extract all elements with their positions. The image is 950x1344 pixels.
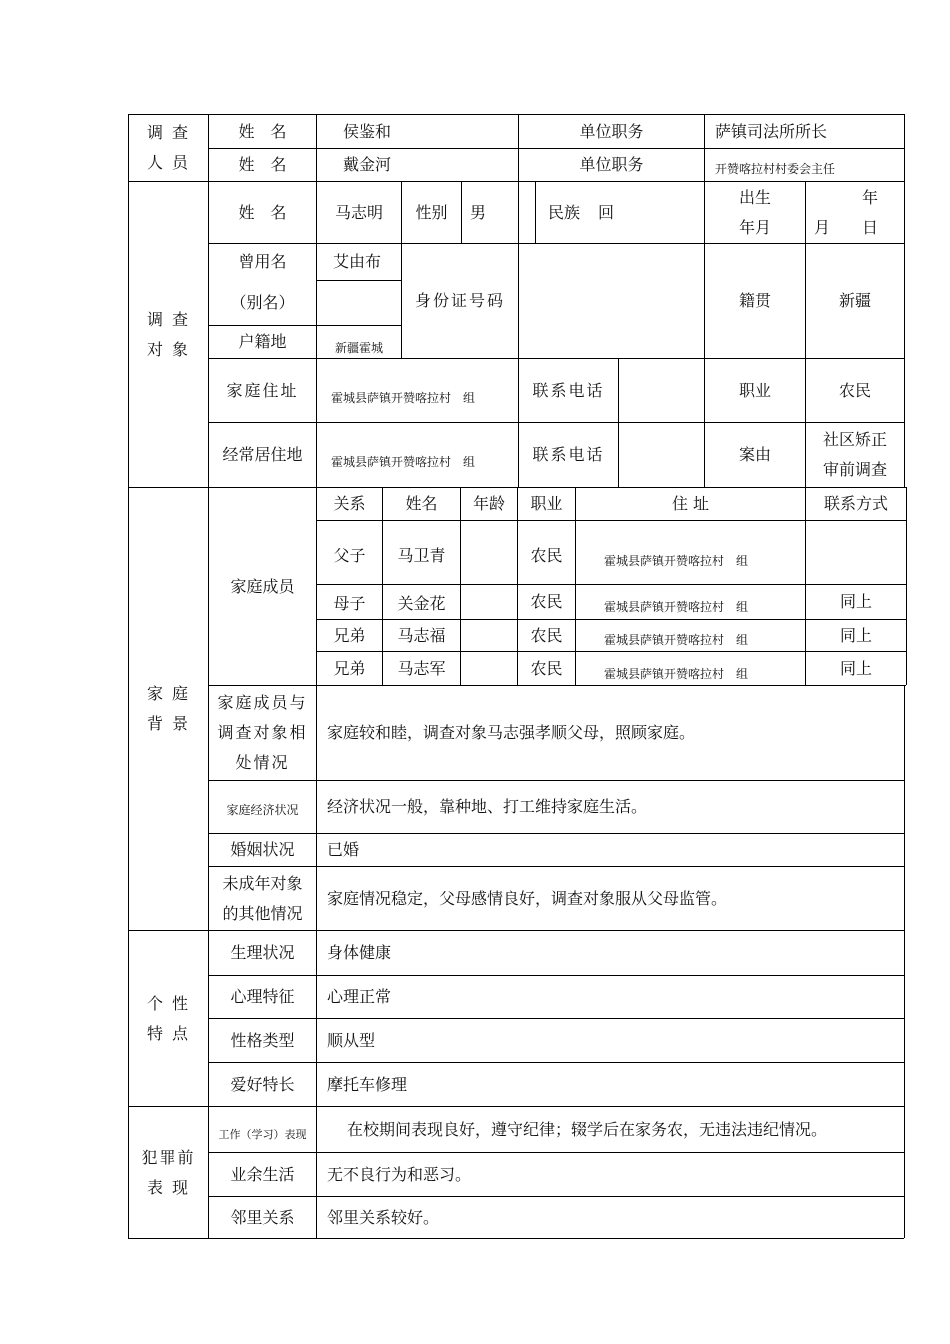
pre-crime-section-label: 犯罪前 表 现 [141, 1147, 196, 1197]
family-relation-text: 家庭较和睦，调查对象马志强孝顺父母，照顾家庭。 [327, 723, 696, 742]
marriage-text: 已婚 [327, 840, 360, 859]
former-name-label: 曾用名 [238, 252, 287, 271]
table-border [128, 1238, 904, 1239]
phone-label: 联系电话 [532, 380, 605, 400]
leisure-label: 业余生活 [230, 1164, 295, 1184]
investigator-1-name-label: 姓 名 [238, 121, 287, 141]
member-age [461, 585, 517, 619]
gender-label: 性别 [415, 202, 448, 222]
case-value: 社区矫正 审前调查 [822, 430, 887, 479]
column-header-address: 住 址 [671, 494, 710, 513]
minor-text: 家庭情况稳定，父母感情良好，调查对象服从父母监管。 [327, 888, 728, 908]
member-relation: 兄弟 [333, 658, 366, 678]
subject-name-label: 姓 名 [238, 202, 287, 222]
work-performance-text: 在校期间表现良好，遵守纪律；辍学后在家务农，无违法违纪情况。 [331, 1119, 828, 1139]
birth-label: 出生 年月 [738, 187, 771, 237]
marriage-label: 婚姻状况 [230, 840, 295, 859]
investigator-2-position-label: 单位职务 [579, 155, 644, 174]
family-economy-label: 家庭经济状况 [226, 802, 299, 817]
neighbor-label: 邻里关系 [230, 1207, 295, 1227]
member-relation: 母子 [333, 594, 366, 613]
former-name-value: 艾由布 [333, 252, 382, 271]
member-contact: 同上 [839, 592, 872, 611]
leisure-text: 无不良行为和恶习。 [327, 1164, 472, 1184]
personality-section-label: 个 性 特 点 [146, 993, 191, 1043]
member-name: 马卫青 [397, 546, 446, 565]
mental-value: 心理正常 [327, 987, 392, 1006]
member-age [461, 652, 517, 685]
investigator-1-name: 侯鉴和 [343, 121, 392, 141]
column-header-relation: 关系 [333, 494, 366, 513]
investigator-2-name: 戴金河 [343, 155, 392, 174]
id-number-label: 身份证号码 [414, 291, 505, 310]
member-contact [806, 521, 906, 584]
family-economy-text: 经济状况一般，靠种地、打工维持家庭生活。 [327, 797, 648, 816]
neighbor-text: 邻里关系较好。 [327, 1207, 440, 1227]
character-label: 性格类型 [230, 1030, 295, 1050]
native-place-label: 籍贯 [738, 291, 771, 310]
member-name: 马志福 [397, 625, 446, 645]
character-value: 顺从型 [327, 1030, 376, 1050]
member-occupation: 农民 [530, 625, 563, 645]
subject-name: 马志明 [334, 202, 383, 222]
registered-value: 新疆霍城 [334, 341, 383, 355]
alias-label: （别名） [230, 293, 295, 312]
member-age [461, 521, 517, 584]
member-relation: 父子 [333, 546, 366, 565]
hobby-label: 爱好特长 [230, 1074, 295, 1094]
hobby-value: 摩托车修理 [327, 1074, 408, 1094]
investigator-1-position-label: 单位职务 [579, 121, 644, 141]
grid-line [316, 280, 401, 281]
residence-value: 霍城县萨镇开赞喀拉村 组 [331, 455, 476, 469]
member-name: 马志军 [397, 658, 446, 678]
physical-label: 生理状况 [230, 943, 295, 962]
member-address: 霍城县萨镇开赞喀拉村 组 [604, 666, 749, 681]
member-occupation: 农民 [530, 592, 563, 611]
case-label: 案由 [738, 445, 771, 464]
member-occupation: 农民 [530, 546, 563, 565]
investigators-section-label: 调 查 人 员 [146, 123, 191, 172]
native-place-value: 新疆 [838, 291, 871, 310]
member-contact: 同上 [839, 625, 872, 645]
member-contact: 同上 [839, 658, 872, 678]
investigator-1-position: 萨镇司法所所长 [715, 121, 828, 141]
member-occupation: 农民 [530, 658, 563, 678]
table-border [904, 685, 905, 1238]
member-name: 关金花 [397, 594, 446, 613]
member-address: 霍城县萨镇开赞喀拉村 组 [604, 600, 749, 614]
grid-line [618, 358, 619, 487]
column-header-age: 年龄 [472, 494, 505, 513]
table-border [904, 114, 905, 487]
column-header-name: 姓名 [405, 494, 438, 513]
minor-label: 未成年对象 的其他情况 [222, 873, 303, 923]
investigator-2-name-label: 姓 名 [238, 155, 287, 174]
registered-label: 户籍地 [238, 332, 287, 351]
member-address: 霍城县萨镇开赞喀拉村 组 [604, 553, 749, 568]
mental-label: 心理特征 [230, 987, 295, 1006]
home-address-value: 霍城县萨镇开赞喀拉村 组 [331, 390, 476, 405]
phone-2-label: 联系电话 [532, 445, 605, 464]
work-performance-label: 工作（学习）表现 [218, 1128, 307, 1141]
residence-label: 经常居住地 [222, 445, 303, 464]
ethnicity-value: 回 [598, 202, 615, 222]
column-header-contact: 联系方式 [823, 494, 888, 513]
subject-section-label: 调 查 对 象 [146, 309, 191, 359]
member-address: 霍城县萨镇开赞喀拉村 组 [604, 632, 749, 647]
investigator-2-position: 开赞喀拉村村委会主任 [715, 162, 836, 176]
member-relation: 兄弟 [333, 625, 366, 645]
occupation-label: 职业 [738, 380, 771, 400]
home-address-label: 家庭住址 [226, 380, 299, 400]
table-border [906, 487, 907, 685]
physical-value: 身体健康 [327, 943, 392, 962]
family-members-label: 家庭成员 [230, 576, 295, 596]
family-section-label: 家 庭 背 景 [146, 684, 191, 733]
family-relation-label: 家庭成员与 调查对象相 处情况 [217, 693, 308, 772]
ethnicity-label: 民族 [547, 202, 580, 222]
occupation-value: 农民 [838, 380, 871, 400]
birth-value: 年 月 日 [814, 187, 879, 237]
column-header-occupation: 职业 [530, 494, 563, 513]
gender-value: 男 [470, 202, 487, 222]
member-age [461, 620, 517, 651]
